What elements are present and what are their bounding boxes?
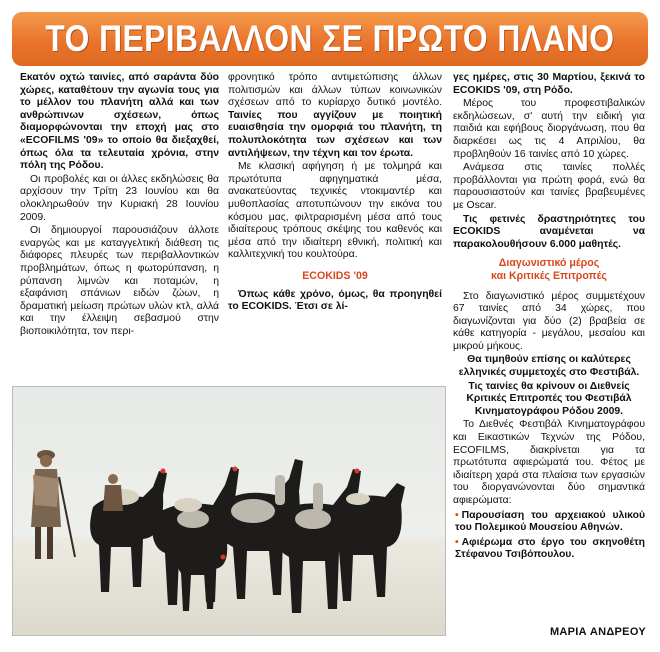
subhead-competition: Διαγωνιστικό μέρος και Κριτικές Επιτροπές bbox=[491, 257, 607, 282]
paragraph: Όπως κάθε χρόνο, όμως, θα προηγηθεί το ECOKIDS. Έτσι σε λί- bbox=[228, 288, 442, 313]
paragraph: Οι προβολές και οι άλλες εκδηλώσεις θα αρχίσουν την Τρίτη 23 Ιουνίου και θα ολοκληρωθούν την Κυριακή 28 Ιουνίου 2009. bbox=[20, 173, 219, 223]
paragraph: Το Διεθνές Φεστιβάλ Κινηματογράφου και Εικαστικών Τεχνών της Ρόδου, ECOFILMS, διακρίνεται για τα πρωτότυπα αφιερώματά του. Φέτος με ιδιαίτερη χαρά στα πλαίσια των εργασιών του διοργανώνονται δύο σημαντικά αφιερώματα: bbox=[453, 419, 645, 506]
article-column-1 bbox=[20, 72, 219, 372]
paragraph: Τις ταινίες θα κρίνουν οι Διεθνείς Κριτικές Επιτροπές του Φεστιβάλ Κινηματογράφου Ρόδου 2009. bbox=[466, 380, 632, 417]
bullet-icon: • bbox=[455, 536, 459, 548]
headline-banner bbox=[12, 12, 648, 66]
article-column-2 bbox=[228, 72, 442, 378]
bullet-item: • Παρουσίαση του αρχειακού υλικού του Πολεμικού Μουσείου Αθηνών. bbox=[455, 509, 645, 534]
lead-paragraph: Εκατόν οχτώ ταινίες, από σαράντα δύο χώρες, καταθέτουν την αγωνία τους για το μέλλον του πλανήτη αλλά και των ανθρώπινων σχέσεων, όπως διαμορφώνονται την εποχή μας στο «ECOFILMS '09» το οποίο θα διεξαχθεί, όπως όλα τα τελευταία χρόνια, στην πόλη της Ρόδου. bbox=[20, 72, 219, 172]
llama-herd-photo bbox=[13, 387, 446, 636]
paragraph: φρονητικό τρόπο αντιμετώπισης άλλων πολιτισμών και άλλων τύπων κοινωνικών σχέσεων από το κυρίαρχο δυτικό μοντέλο. Ταινίες που αγγίζουν με ποιητική ευαισθησία την ομορφιά του πλανήτη, τη πολυπλοκότητα των σχέσεων και των αντιλήψεων, την τέχνη και τον έρωτα. bbox=[228, 72, 442, 159]
bullet-item: • Αφιέρωμα στο έργο του σκηνοθέτη Στέφανου Τσιβόπουλου. bbox=[455, 536, 645, 561]
article-column-3 bbox=[453, 72, 645, 632]
paragraph: Οι δημιουργοί παρουσιάζουν άλλοτε εναργώς και με καταγγελτική διάθεση τις διάφορες πλευρές των περιβαλλοντικών προβλημάτων, όπως η φωτορύπανση, η ρύπανση λιμνών και ποταμών, η εξαφάνιση σπάνιων ειδών ζώων, η δραματική μείωση πρώτων υλών κτλ, αλλά και την έλλειψη σεβασμού στην βιοποικιλότητα, τον περι- bbox=[20, 225, 219, 337]
paragraph: Με κλασική αφήγηση ή με τολμηρά και πρωτότυπα αφηγηματικά μέσα, ανακατεύοντας τεχνικές ντοκιμαντέρ και μυθοπλασίας αποτυπώνουν την εικόνα του κόσμου μας, φιλτραρισμένη μέσα από τους ιδιαίτερους τρόπους σκέψης του καθενός και μέσα από την ιδιαίτερη εθνική, πολιτική και καλλιτεχνική του κουλτούρα. bbox=[228, 161, 442, 261]
paragraph: γες ημέρες, στις 30 Μαρτίου, ξεκινά το ECOKIDS '09, στη Ρόδο. bbox=[453, 72, 645, 96]
byline: ΜΑΡΙΑ ΑΝΔΡΕΟΥ bbox=[549, 626, 646, 638]
paragraph: Τις φετινές δραστηριότητες του ECOKIDS αναμένεται να παρακολουθήσουν 6.000 μαθητές. bbox=[453, 213, 645, 250]
paragraph: Μέρος του προφεστιβαλικών εκδηλώσεων, σ' αυτή την ειδική για παιδιά και εφήβους διοργάνωση, που θα διαρκέσει ως τις 4 Απριλίου, θα προβληθούν 16 ταινίες από 10 χώρες. bbox=[453, 98, 645, 160]
subhead-ecokids: ECOKIDS '09 bbox=[302, 269, 368, 282]
article-photo bbox=[12, 386, 446, 636]
headline: ΤΟ ΠΕΡΙΒΑΛΛΟΝ ΣΕ ΠΡΩΤΟ ΠΛΑΝΟ bbox=[45, 18, 615, 59]
bullet-icon: • bbox=[455, 509, 459, 521]
paragraph: Θα τιμηθούν επίσης οι καλύτερες ελληνικές συμμετοχές στο Φεστιβάλ. bbox=[458, 354, 640, 379]
paragraph: Στο διαγωνιστικό μέρος συμμετέχουν 67 ταινίες από 34 χώρες, που διαγωνίζονται για δύο (2) βραβεία σε κάθε κατηγορία - μεγάλου, μεσαίου και μικρού μήκους. bbox=[453, 290, 645, 352]
paragraph: Ανάμεσα στις ταινίες πολλές προβάλλονται για πρώτη φορά, ενώ θα παρουσιαστούν και ταινίες βραβευμένες με Oscar. bbox=[453, 162, 645, 211]
